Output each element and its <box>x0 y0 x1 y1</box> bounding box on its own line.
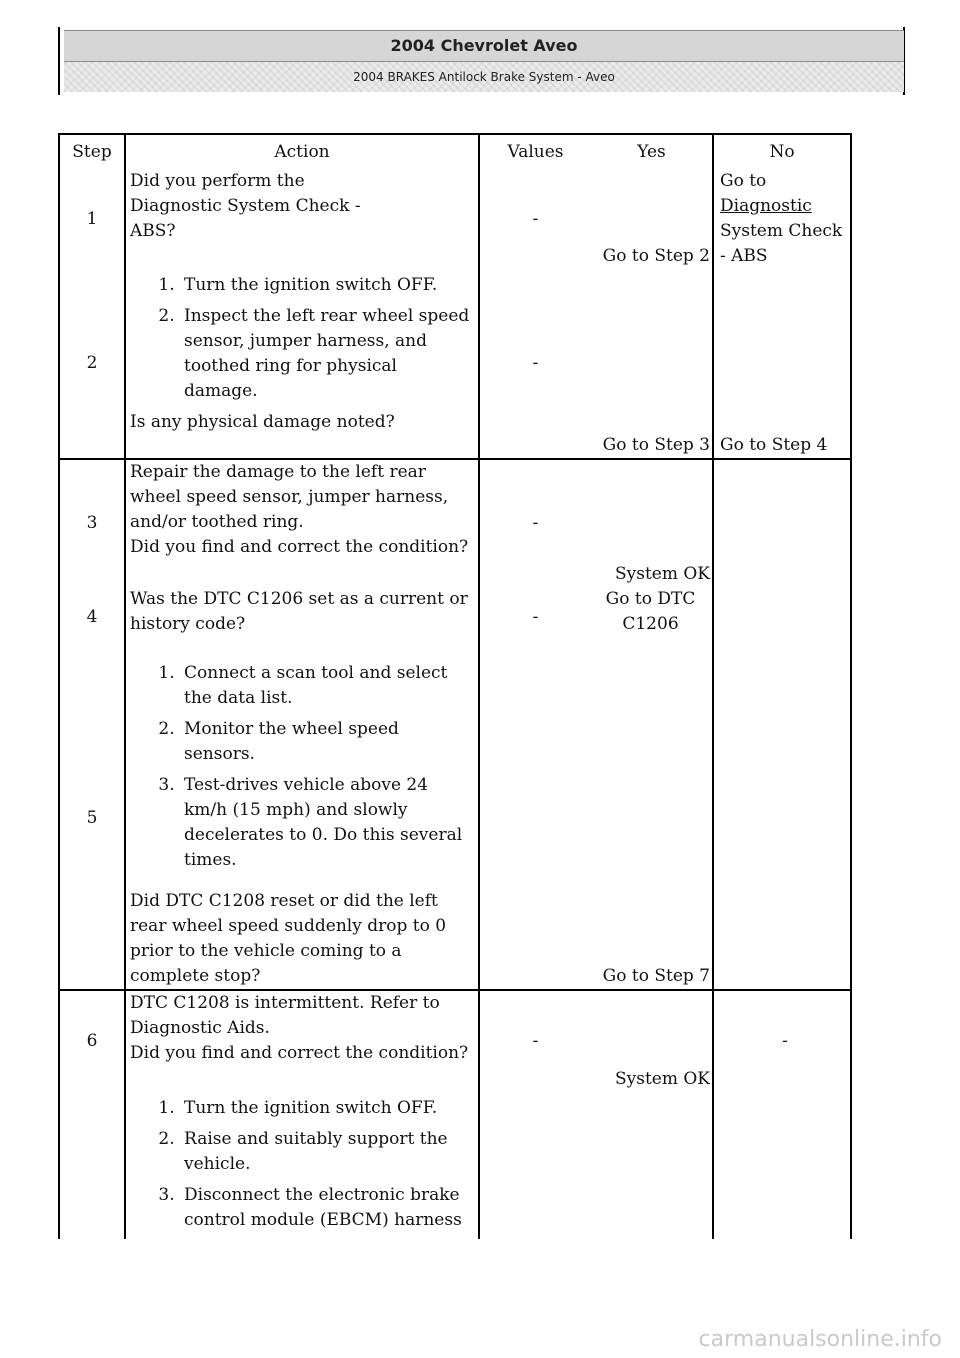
values-cell: - <box>479 269 591 459</box>
action-step: 2. Monitor the wheel speed sensors. <box>180 717 474 767</box>
action-cell <box>125 1092 479 1239</box>
values-cell <box>479 647 591 990</box>
step-number <box>59 1092 125 1239</box>
values-cell: - <box>479 990 591 1092</box>
column-header-step: Step <box>59 134 125 169</box>
no-cell <box>713 169 851 269</box>
yes-cell <box>591 990 713 1092</box>
values-cell: - <box>479 459 591 587</box>
yes-result: Go to Step 7 <box>602 966 710 986</box>
values-cell <box>479 1092 591 1239</box>
table-header-row <box>59 134 851 169</box>
yes-cell <box>591 647 713 990</box>
values-cell: - <box>479 587 591 647</box>
no-result: Go to Step 4 <box>720 435 828 455</box>
action-cell <box>125 269 479 459</box>
yes-cell <box>591 459 713 587</box>
no-suffix: System Check - ABS <box>720 221 843 266</box>
table-row <box>59 459 851 587</box>
step-number: 5 <box>59 647 125 990</box>
no-cell: - <box>713 990 851 1092</box>
action-question: Did you find and correct the condition? <box>130 1043 469 1063</box>
action-cell <box>125 587 479 647</box>
table-row <box>59 269 851 459</box>
column-header-no: No <box>713 134 851 169</box>
yes-result: Go to Step 3 <box>602 435 710 455</box>
action-steps-list <box>130 273 474 404</box>
yes-result: Go to Step 2 <box>602 246 710 266</box>
table-row <box>59 1092 851 1239</box>
action-cell <box>125 169 479 269</box>
yes-cell <box>591 1092 713 1239</box>
header-left-border <box>58 27 60 95</box>
column-header-action: Action <box>125 134 479 169</box>
action-step: 1. Connect a scan tool and select the data list. <box>180 661 474 711</box>
step-number: 2 <box>59 269 125 459</box>
no-cell <box>713 1092 851 1239</box>
action-cell <box>125 990 479 1092</box>
step-number: 1 <box>59 169 125 269</box>
yes-cell <box>591 587 713 647</box>
action-steps-list <box>130 1096 474 1233</box>
action-cell <box>125 459 479 587</box>
table-row <box>59 990 851 1092</box>
action-text: Did you perform the Diagnostic System Check - ABS? <box>130 171 361 241</box>
yes-result: Go to DTC C1206 <box>605 589 696 634</box>
action-text: Repair the damage to the left rear wheel speed sensor, jumper harness, and/or toothed ring. <box>130 462 449 532</box>
action-question: Is any physical damage noted? <box>130 412 395 432</box>
yes-result: System OK <box>614 564 710 584</box>
column-header-values: Values <box>479 134 591 169</box>
table-row <box>59 169 851 269</box>
no-prefix: Go to <box>720 171 767 191</box>
action-text: DTC C1208 is intermittent. Refer to Diagnostic Aids. <box>130 993 440 1038</box>
column-header-yes: Yes <box>591 134 713 169</box>
yes-cell <box>591 169 713 269</box>
action-step: 2. Raise and suitably support the vehicle. <box>180 1127 474 1177</box>
site-watermark: carmanualsonline.info <box>698 1327 942 1352</box>
values-cell: - <box>479 169 591 269</box>
action-step: 3. Disconnect the electronic brake control module (EBCM) harness <box>180 1183 474 1233</box>
diagnostic-system-check-link[interactable]: Diagnostic <box>720 196 812 216</box>
step-number: 3 <box>59 459 125 587</box>
action-cell <box>125 647 479 990</box>
document-title: 2004 Chevrolet Aveo <box>64 30 904 62</box>
yes-cell <box>591 269 713 459</box>
action-step: 2. Inspect the left rear wheel speed sensor, jumper harness, and toothed ring for physical damage. <box>180 304 474 404</box>
diagnostic-table <box>58 133 852 1239</box>
action-text: Was the DTC C1206 set as a current or history code? <box>130 589 468 634</box>
no-cell <box>713 459 851 990</box>
document-subtitle: 2004 BRAKES Antilock Brake System - Aveo <box>64 62 904 92</box>
step-number: 6 <box>59 990 125 1092</box>
step-number: 4 <box>59 587 125 647</box>
action-step: 1. Turn the ignition switch OFF. <box>180 1096 474 1121</box>
no-cell <box>713 269 851 459</box>
action-question: Did you find and correct the condition? <box>130 537 469 557</box>
action-step: 3. Test-drives vehicle above 24 km/h (15 mph) and slowly decelerates to 0. Do this several times. <box>180 773 474 873</box>
yes-result: System OK <box>614 1069 710 1089</box>
action-step: 1. Turn the ignition switch OFF. <box>180 273 474 298</box>
action-question: Did DTC C1208 reset or did the left rear wheel speed suddenly drop to 0 prior to the vehicle coming to a complete stop? <box>130 891 447 986</box>
action-steps-list <box>130 661 474 873</box>
